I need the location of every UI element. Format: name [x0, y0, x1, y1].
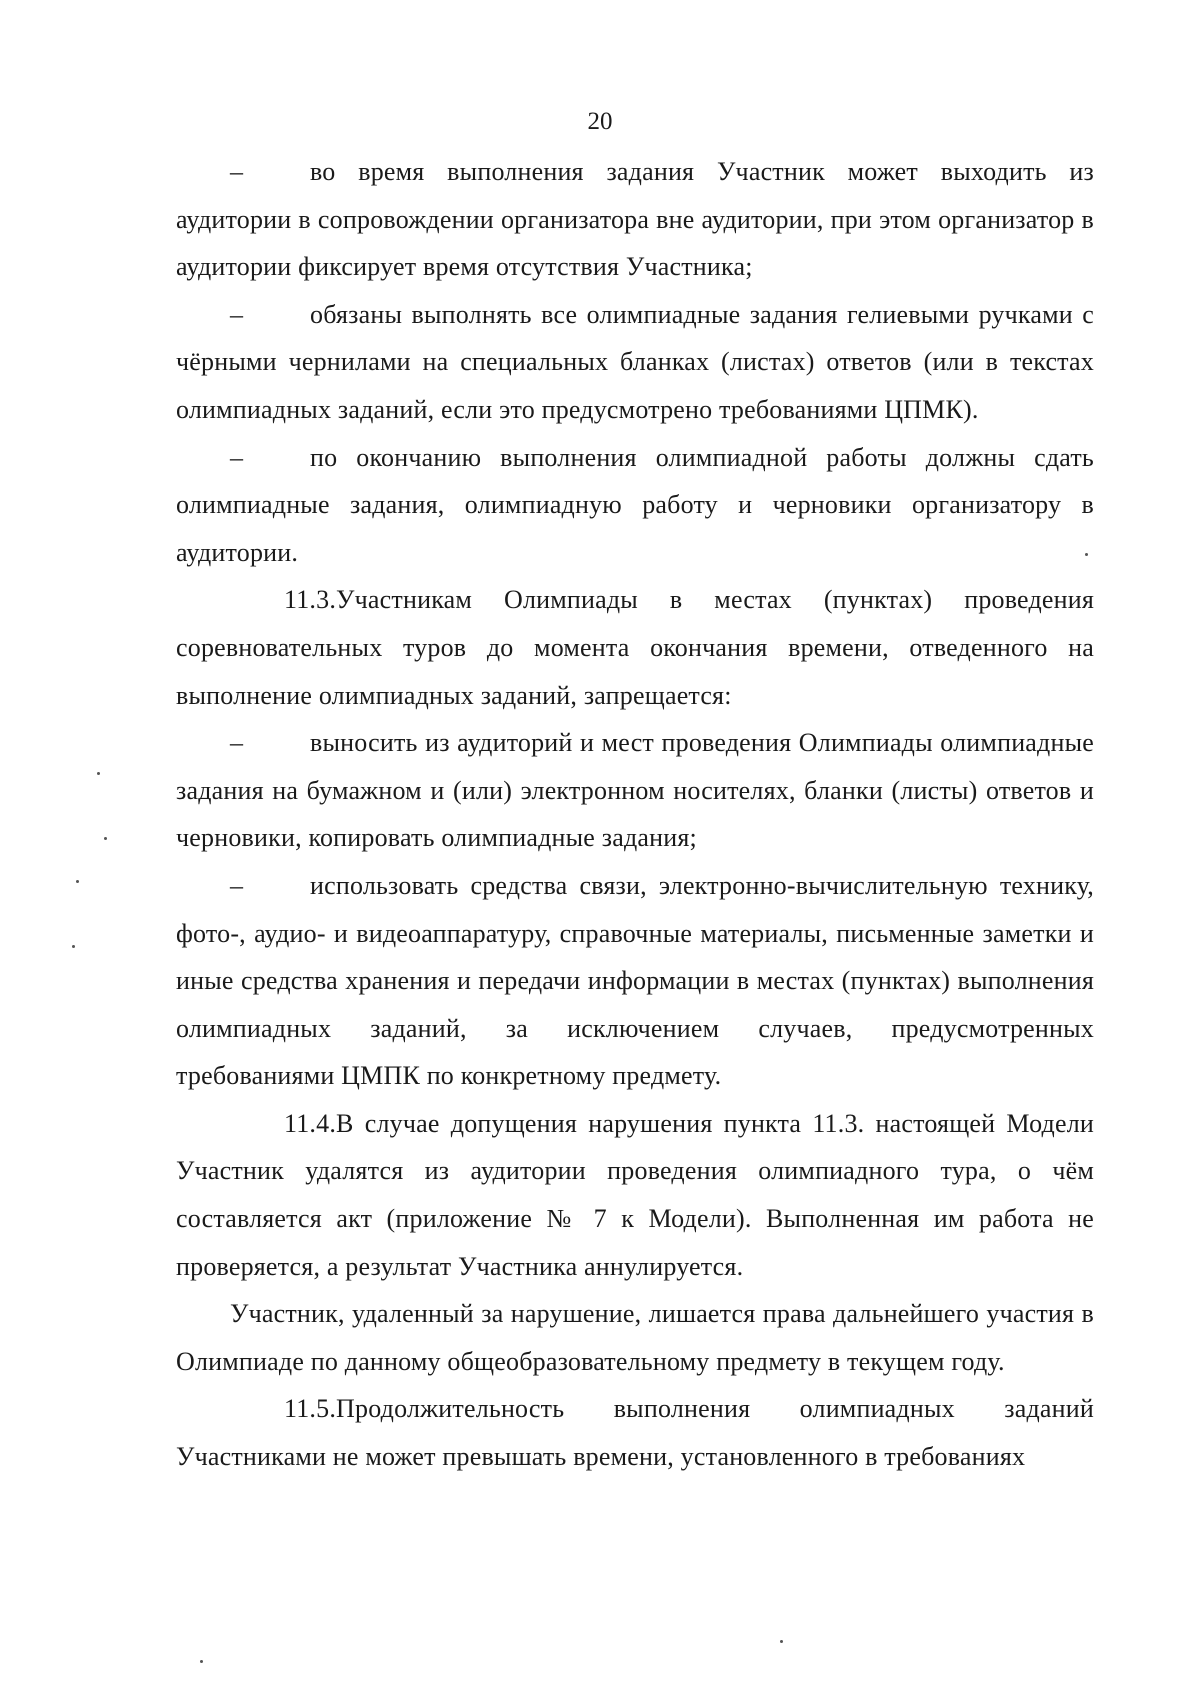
clause-number: 11.4. [284, 1108, 337, 1138]
dash-marker: – [230, 870, 244, 900]
dash-marker: – [230, 728, 244, 758]
clause-number: 11.5. [284, 1394, 337, 1424]
clause-11-5 [176, 1385, 1094, 1480]
paragraph: Участник, удаленный за нарушение, лишается права дальнейшего участия в Олимпиаде по данному общеобразовательному предмету в текущем году. [176, 1299, 1094, 1376]
clause-11-4 [176, 1100, 1094, 1290]
clause-text: Участникам Олимпиады в местах (пунктах) проведения соревновательных туров до момента окончания времени, отведенного на выполнение олимпиадных заданий, запрещается: [176, 585, 1094, 710]
scan-speck [1085, 553, 1088, 556]
scan-speck [780, 1640, 783, 1643]
list-item-text: по окончанию выполнения олимпиадной работы должны сдать олимпиадные задания, олимпиадную работу и черновики организатору в аудитории. [176, 442, 1094, 567]
dash-marker: – [230, 442, 244, 472]
scan-speck [104, 837, 107, 840]
clause-text: В случае допущения нарушения пункта 11.3. настоящей Модели Участник удалятся из аудитории проведения олимпиадного тура, о чём составляется акт (приложение № 7 к Модели). Выполненная им работа не проверяется, а результат Участника аннулируется. [176, 1108, 1094, 1281]
clause-number: 11.3. [284, 585, 337, 615]
scan-speck [72, 945, 75, 948]
list-item-text: выносить из аудиторий и мест проведения Олимпиады олимпиадные задания на бумажном и (или) электронном носителях, бланки (листы) ответов и черновики, копировать олимпиадные задания; [176, 728, 1094, 853]
list-item-text: обязаны выполнять все олимпиадные задания гелиевыми ручками с чёрными чернилами на специальных бланках (листах) ответов (или в текстах олимпиадных заданий, если это предусмотрено требованиями ЦПМК). [176, 299, 1094, 424]
clause-11-3 [176, 576, 1094, 719]
dash-marker: – [230, 299, 244, 329]
list-item [176, 291, 1094, 434]
scan-speck [97, 772, 100, 775]
page-number: 20 [587, 108, 613, 135]
list-item-text: во время выполнения задания Участник может выходить из аудитории в сопровождении организатора вне аудитории, при этом организатор в аудитории фиксирует время отсутствия Участника; [176, 157, 1094, 282]
clause-text: Продолжительность выполнения олимпиадных заданий Участниками не может превышать времени, установленного в требованиях [176, 1394, 1094, 1472]
list-item [176, 719, 1094, 862]
list-item-text: использовать средства связи, электронно-вычислительную технику, фото-, аудио- и видеоаппаратуру, справочные материалы, письменные заметки и иные средства хранения и передачи информации в местах (пунктах) выполнения олимпиадных заданий, за исключением случаев, предусмотренных требованиями ЦМПК по конкретному предмету. [176, 870, 1094, 1091]
list-item [176, 862, 1094, 1100]
list-item [176, 148, 1094, 291]
scan-speck [76, 880, 79, 883]
list-item [176, 434, 1094, 577]
scan-speck [200, 1660, 203, 1663]
document-body [176, 148, 1094, 1481]
dash-marker: – [230, 157, 244, 186]
